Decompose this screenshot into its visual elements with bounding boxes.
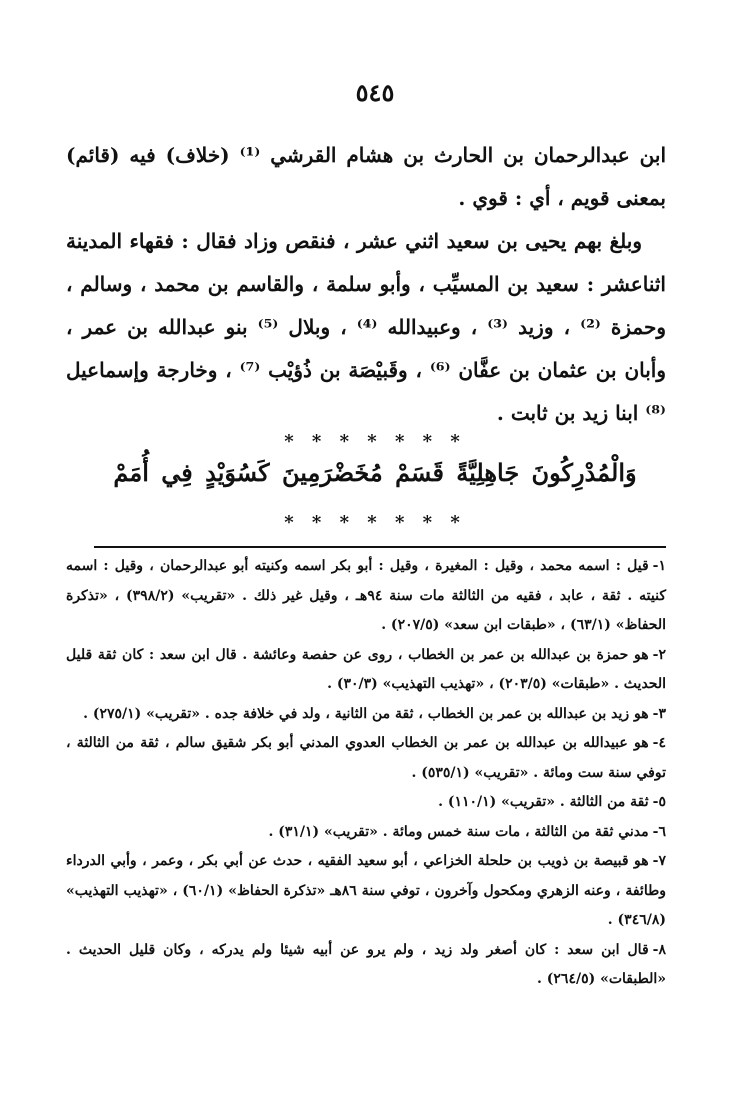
- main-text: [66, 134, 666, 435]
- footnote-6: [66, 818, 666, 848]
- page-number: ٥٤٥: [355, 78, 395, 107]
- poem-verse: وَالْمُدْرِكُونَ جَاهِلِيَّةً قَسَمْ مُخَضْرَمِينَ كَسُوَيْدٍ فِي أُمَمْ: [113, 458, 637, 487]
- footnote-3: [66, 700, 666, 730]
- footnote-number: ٢-: [652, 646, 666, 663]
- footnote-text: هو زيد بن عبدالله بن عمر بن الخطاب ، ثقة من الثانية ، ولد في خلافة جده . «تقريب» (٢٧٥/١) .: [83, 705, 649, 722]
- footnotes: [66, 552, 666, 995]
- footnote-number: ٨-: [652, 941, 666, 958]
- footnote-number: ٦-: [652, 823, 666, 840]
- footnote-5: [66, 788, 666, 818]
- separator-stars-bottom: * * * * * * *: [284, 512, 466, 533]
- footnote-4: [66, 729, 666, 788]
- footnote-2: [66, 641, 666, 700]
- footnote-text: هو حمزة بن عبدالله بن عمر بن الخطاب ، روى عن حفصة وعائشة . قال ابن سعد : كان ثقة قليل الحديث . «طبقات» (٢٠٣/٥) ، «تهذيب التهذيب» (٣٠/٣) .: [66, 646, 666, 692]
- main-paragraph-2: وبلغ بهم يحيى بن سعيد اثني عشر ، فنقص وزاد فقال : فقهاء المدينة اثناعشر : سعيد بن المسيِّب ، وأبو سلمة ، والقاسم بن محمد ، وسالم ، وحمزة ⁽²⁾ ، وزيد ⁽³⁾ ، وعبيدالله ⁽⁴⁾ ، وبلال ⁽⁵⁾ بنو عبدالله بن عمر ، وأبان بن عثمان بن عفَّان ⁽⁶⁾ ، وقَبيْصَة بن ذُؤيْب ⁽⁷⁾ ، وخارجة وإسماعيل ⁽⁸⁾ ابنا زيد بن ثابت .: [66, 229, 667, 425]
- footnote-7: [66, 847, 666, 936]
- footnote-text: مدني ثقة من الثالثة ، مات سنة خمس ومائة . «تقريب» (٣١/١) .: [268, 823, 649, 840]
- footnote-text: قال ابن سعد : كان أصغر ولد زيد ، ولم يرو عن أبيه شيئا ولم يدركه ، وكان قليل الحديث . «الطبقات» (٢٦٤/٥) .: [66, 941, 666, 987]
- main-paragraph-1: ابن عبدالرحمان بن الحارث بن هشام القرشي ⁽¹⁾ (خلاف) فيه (قائم) بمعنى قويم ، أي : قوي .: [66, 143, 666, 210]
- footnote-number: ٧-: [652, 853, 666, 869]
- footnote-text: هو عبيدالله بن عبدالله بن عمر بن الخطاب العدوي المدني أبو بكر شقيق سالم ، ثقة من الثالثة ، توفي سنة ست ومائة . «تقريب» (٥٣٥/١) .: [66, 735, 666, 781]
- footnote-text: ثقة من الثالثة . «تقريب» (١١٠/١) .: [438, 794, 649, 810]
- footnote-1: [66, 552, 666, 641]
- separator-stars-top: * * * * * * *: [284, 431, 466, 452]
- footnote-number: ٥-: [652, 794, 666, 810]
- footnote-text: هو قبيصة بن ذويب بن حلحلة الخزاعي ، أبو سعيد الفقيه ، حدث عن أبي بكر ، وعمر ، وأبي الدرداء وطائفة ، وعنه الزهري ومكحول وآخرون ، توفي سنة ٨٦هـ «تذكرة الحفاظ» (٦٠/١) ، «تهذيب التهذيب» (٣٤٦/٨) .: [66, 853, 666, 928]
- footnote-text: قيل : اسمه محمد ، وقيل : المغيرة ، وقيل : أبو بكر اسمه وكنيته أبو عبدالرحمان ، وقيل : اسمه كنيته . ثقة ، عابد ، فقيه من الثالثة مات سنة ٩٤هـ ، وقيل غير ذلك . «تقريب» (٣٩٨/٢) ، «تذكرة الحفاظ» (٦٣/١) ، «طبقات ابن سعد» (٢٠٧/٥) .: [66, 558, 666, 633]
- footnote-divider: [94, 546, 666, 548]
- footnote-number: ٣-: [652, 705, 666, 722]
- footnote-number: ٤-: [652, 735, 666, 751]
- footnote-8: [66, 936, 666, 995]
- footnote-number: ١-: [652, 558, 666, 574]
